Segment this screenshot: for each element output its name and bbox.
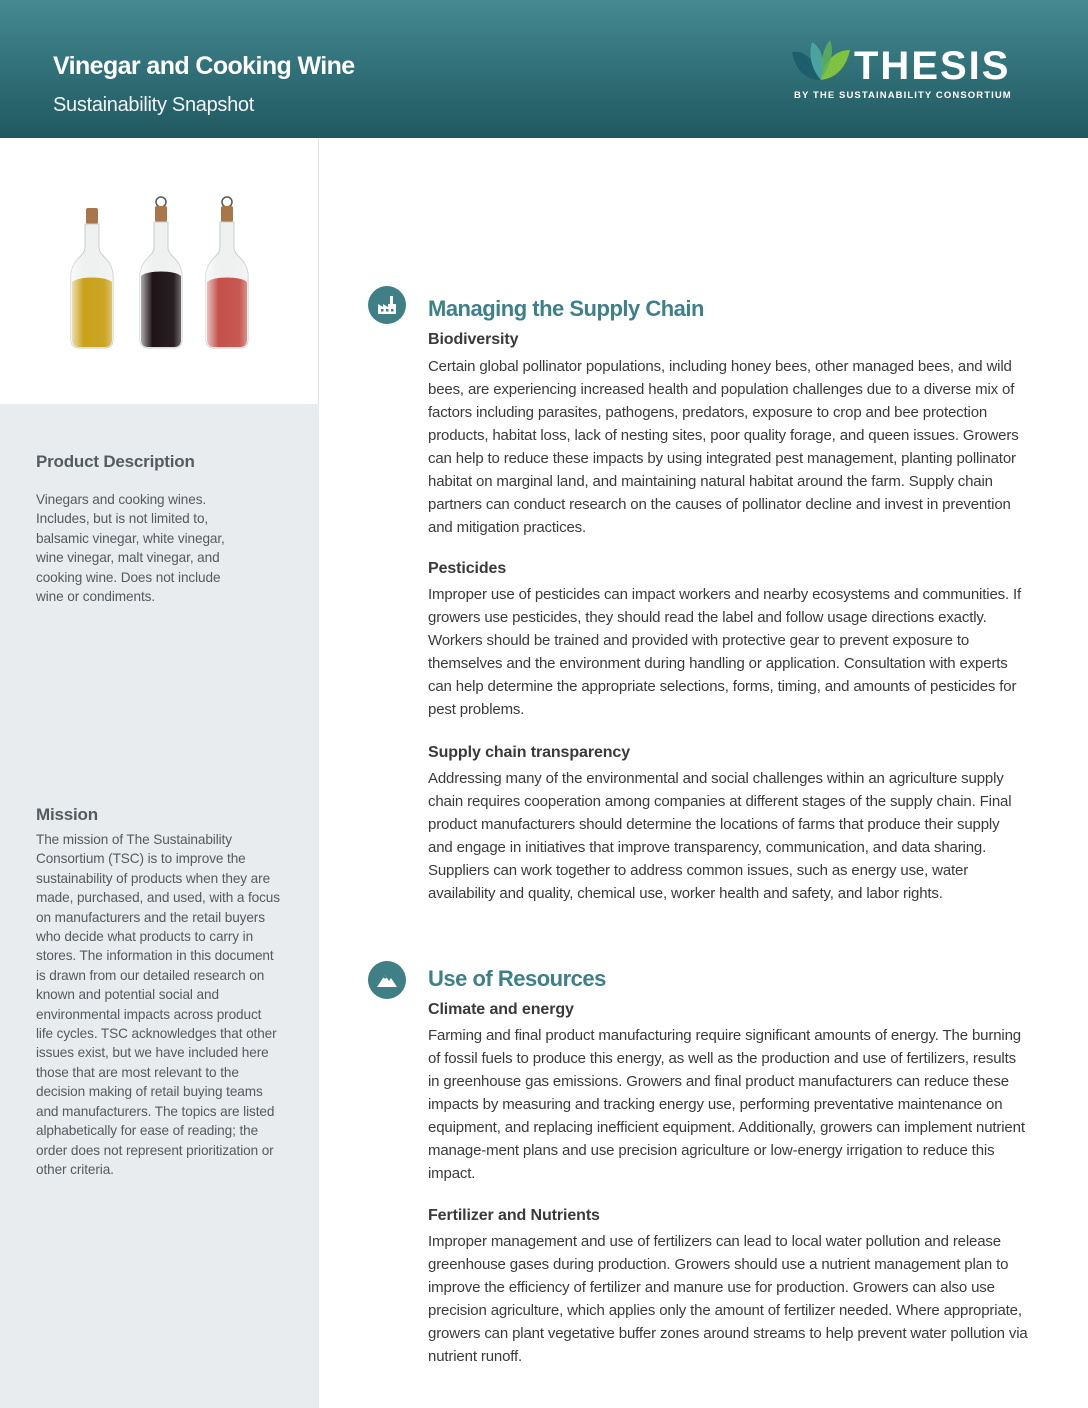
sidebar (0, 404, 319, 1408)
column-divider (318, 138, 319, 404)
paragraph-biodiversity: Certain global pollinator populations, including honey bees, other managed bees, and wild bees, are experiencing increased health and population challenges due to a diverse mix of factors including parasites, pathogens, predators, exposure to crop and bee protection products, habitat loss, lack of nesting sites, poor quality forage, and queen issues. Growers can help to reduce these impacts by using integrated pest management, planting pollinator habitat on marginal land, and maintaining natural habitat around the farm. Supply chain partners can conduct research on the causes of pollinator decline and invest in prevention and mitigation practices. (428, 358, 1019, 536)
logo-wordmark: THESIS (854, 44, 1011, 88)
mountain-icon (368, 961, 406, 999)
red-wine-bottle (206, 197, 248, 348)
subheading-climate-energy: Climate and energy (428, 1001, 574, 1018)
page-subtitle: Sustainability Snapshot (53, 94, 255, 116)
balsamic-bottle (140, 197, 182, 348)
subheading-biodiversity: Biodiversity (428, 331, 519, 348)
section-title-supply-chain: Managing the Supply Chain (428, 296, 704, 321)
page-title: Vinegar and Cooking Wine (53, 52, 355, 80)
paragraph-pesticides: Improper use of pesticides can impact workers and nearby ecosystems and communities. If growers use pesticides, they should read the label and follow usage directions exactly. Workers should be trained and provided with protective gear to prevent exposure to themselves and the environment during handling or application. Consultation with experts can help determine the appropriate selections, forms, timing, and amounts of pesticides for pest problems. (428, 586, 1022, 718)
thesis-logo (790, 36, 1030, 106)
subheading-supply-chain-transparency: Supply chain transparency (428, 744, 631, 761)
section-title-use-of-resources: Use of Resources (428, 966, 606, 991)
header-banner (0, 0, 1088, 138)
paragraph-fertilizer-nutrients: Improper management and use of fertilizers can lead to local water pollution and release greenhouse gases during production. Growers should use a nutrient management plan to improve the efficiency of fertilizer and manure use for production. Growers can also use precision agriculture, which applies only the amount of fertilizer needed. Where appropriate, growers can plant vegetative buffer zones around streams to help prevent water pollution via nutrient runoff. (428, 1233, 1028, 1365)
paragraph-climate-energy: Farming and final product manufacturing require significant amounts of energy. The burning of fossil fuels to produce this energy, as well as the production and use of fertilizers, results in greenhouse gas emissions. Growers and final product manufacturers can reduce these impacts by measuring and tracking energy use, performing preventative maintenance on equipment, and replacing inefficient equipment. Additionally, growers can implement nutrient manage-ment plans and use precision agriculture or low-energy irrigation to reduce this impact. (428, 1027, 1025, 1182)
paragraph-supply-chain-transparency: Addressing many of the environmental and social challenges within an agriculture supply chain requires cooperation among companies at different stages of the supply chain. Final product manufacturers should determine the locations of farms that produce their supply and engage in initiatives that improve transparency, communication, and data sharing. Suppliers can work together to address common issues, such as energy use, water availability and quality, chemical use, worker health and safety, and labor rights. (428, 770, 1012, 902)
mission-body: The mission of The Sustainability Consortium (TSC) is to improve the sustainability of products when they are made, purchased, and used, with a focus on manufacturers and the retail buyers who decide what products to carry in stores. The information in this document is drawn from our detailed research on known and potential social and environmental impacts across product life cycles. TSC acknowledges that other issues exist, but we have included here those that are most relevant to the decision making of retail buying teams and manufacturers. The topics are listed alphabetically for ease of reading; the order does not represent prioritization or other criteria. (36, 832, 280, 1177)
subheading-fertilizer-nutrients: Fertilizer and Nutrients (428, 1207, 600, 1224)
product-description-heading: Product Description (36, 452, 195, 471)
golden-bottle (71, 208, 113, 348)
leaf-logo-icon (790, 36, 852, 86)
product-bottles-image (55, 190, 265, 360)
factory-icon (368, 286, 406, 324)
mission-heading: Mission (36, 805, 98, 824)
logo-tagline: BY THE SUSTAINABILITY CONSORTIUM (794, 90, 1012, 101)
subheading-pesticides: Pesticides (428, 560, 507, 577)
product-description-body: Vinegars and cooking wines. Includes, but is not limited to, balsamic vinegar, white vinegar, wine vinegar, malt vinegar, and cooking wine. Does not include wine or condiments. (36, 492, 225, 605)
